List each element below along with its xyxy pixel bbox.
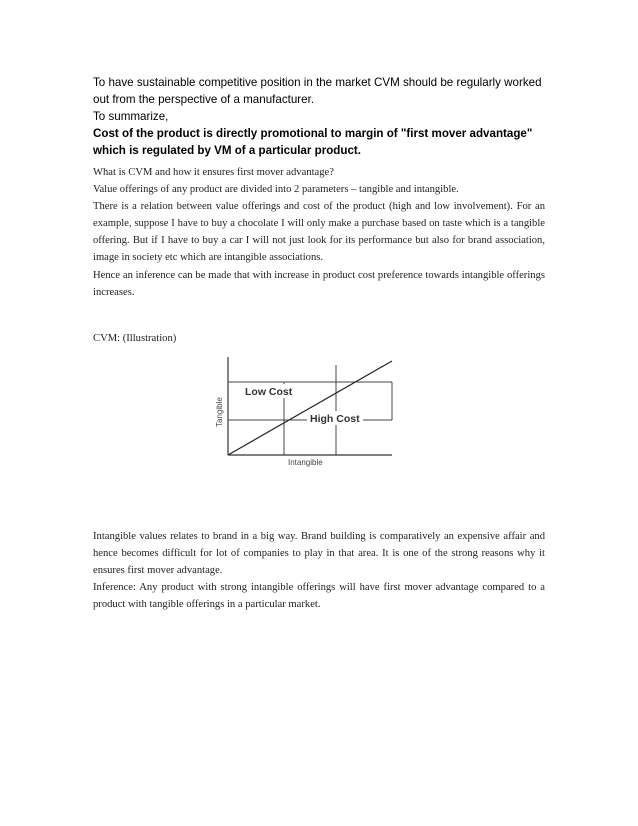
cvm-paragraph-2: There is a relation between value offerings and cost of the product (high and low involvement). For an example, suppose I have to buy a chocolate I will only make a purchase based on taste which is a tangible offering. But if I have to buy a car I will not just look for its performance but also for brand association, image in society etc which are intangible associations. [93,201,545,263]
intro-bold-statement: Cost of the product is directly promotional to margin of "first mover advantage" which is regulated by VM of a particular product. [93,127,533,157]
figure-caption: CVM: (Illustration) [93,333,177,344]
intro-line-1: To have sustainable competitive position in the market CVM should be regularly worked out from the perspective of a manufacturer. [93,76,542,106]
brand-paragraph: Intangible values relates to brand in a big way. Brand building is comparatively an expensive affair and hence becomes difficult for lot of companies to play in that area. It is one of the strong reasons why it ensures first mover advantage. [93,531,545,576]
high-cost-label: High Cost [310,413,360,425]
final-inference: Inference: Any product with strong intangible offerings will have first mover advantage compared to a product with tangible offerings in a particular market. [93,582,545,610]
x-axis-label: Intangible [288,458,323,467]
cvm-diagonal-line [228,361,392,455]
cvm-paragraph-1: Value offerings of any product are divided into 2 parameters – tangible and intangible. [93,184,459,195]
cvm-question: What is CVM and how it ensures first mover advantage? [93,167,334,178]
cvm-illustration [208,355,393,468]
intro-line-2: To summarize, [93,110,169,123]
section-cvm-explanation [93,164,545,266]
inference-paragraph [93,267,545,301]
y-axis-label: Tangible [215,397,224,427]
inference-text: Hence an inference can be made that with increase in product cost preference towards intangible offerings increases. [93,270,545,298]
intro-block [93,74,545,159]
section-brand [93,528,545,613]
low-cost-label: Low Cost [245,386,293,398]
figure-caption-block [93,330,545,347]
